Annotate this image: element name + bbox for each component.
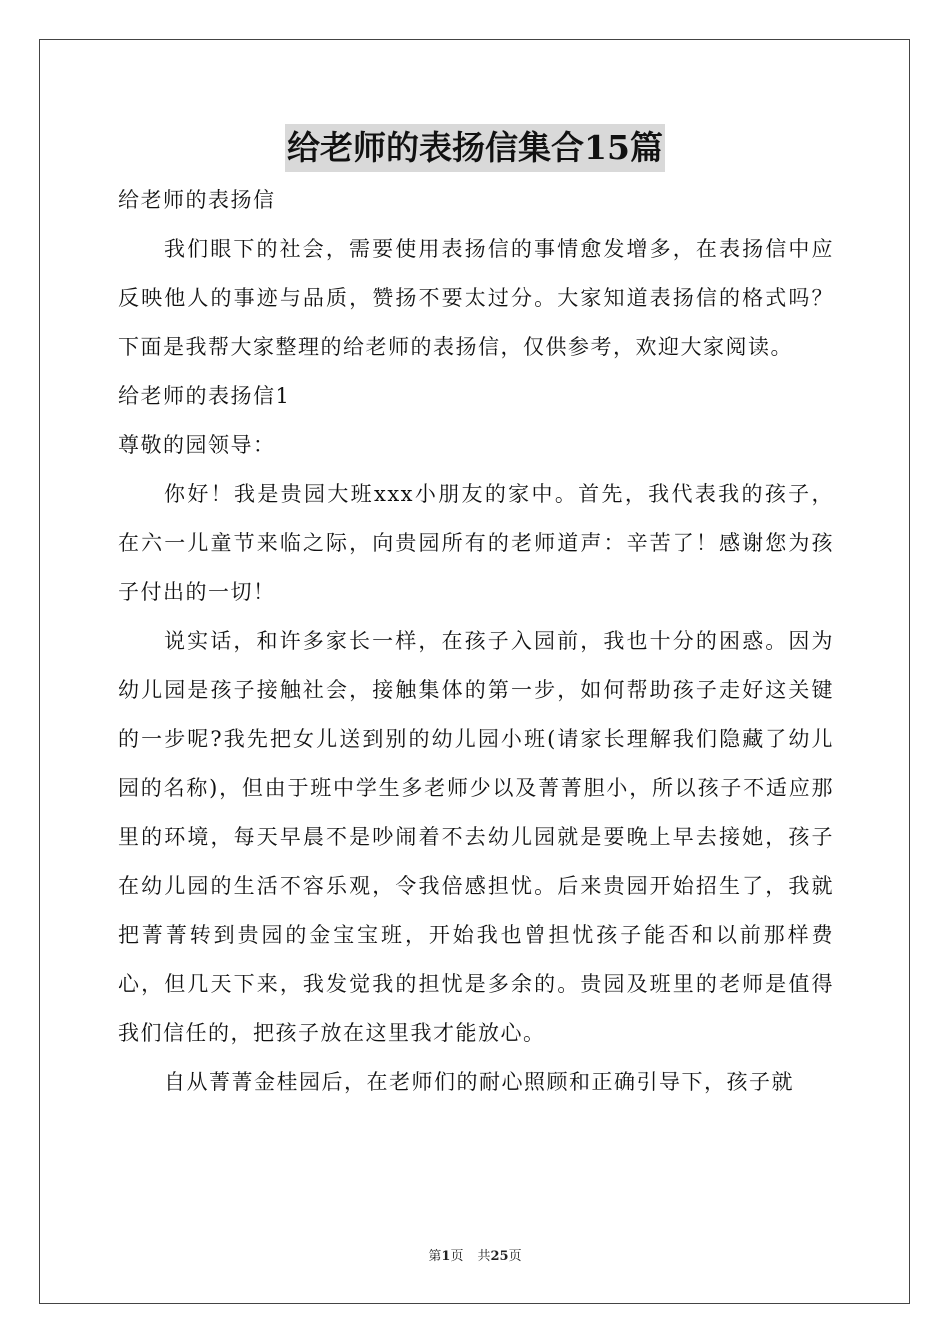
document-body (118, 176, 834, 1107)
letter-heading: 给老师的表扬信1 (118, 384, 291, 408)
page-prefix: 第 (428, 1249, 442, 1264)
title-container (0, 124, 950, 172)
current-page-number: 1 (441, 1249, 451, 1264)
page-footer (0, 1248, 950, 1266)
page-suffix: 页 (450, 1249, 464, 1264)
total-prefix: 共 (477, 1249, 491, 1264)
body-paragraph: 自从菁菁金桂园后，在老师们的耐心照顾和正确引导下，孩子就 (164, 1070, 794, 1094)
total-page-count: 25 (490, 1249, 509, 1264)
body-paragraph: 你好！我是贵园大班xxx小朋友的家中。首先，我代表我的孩子，在六一儿童节来临之际，向贵园所有的老师道声：辛苦了！感谢您为孩子付出的一切！ (118, 482, 834, 604)
total-suffix: 页 (508, 1249, 522, 1264)
salutation: 尊敬的园领导： (118, 433, 276, 457)
intro-paragraph: 我们眼下的社会，需要使用表扬信的事情愈发增多，在表扬信中应反映他人的事迹与品质，赞扬不要太过分。大家知道表扬信的格式吗？下面是我帮大家整理的给老师的表扬信，仅供参考，欢迎大家阅读。 (118, 237, 834, 359)
document-title: 给老师的表扬信集合15篇 (285, 124, 665, 172)
section-heading: 给老师的表扬信 (118, 188, 276, 212)
body-paragraph: 说实话，和许多家长一样，在孩子入园前，我也十分的困惑。因为幼儿园是孩子接触社会，接触集体的第一步，如何帮助孩子走好这关键的一步呢?我先把女儿送到别的幼儿园小班(请家长理解我们隐藏了幼儿园的名称)，但由于班中学生多老师少以及菁菁胆小，所以孩子不适应那里的环境，每天早晨不是吵闹着不去幼儿园就是要晚上早去接她，孩子在幼儿园的生活不容乐观，令我倍感担忧。后来贵园开始招生了，我就把菁菁转到贵园的金宝宝班，开始我也曾担忧孩子能否和以前那样费心，但几天下来，我发觉我的担忧是多余的。贵园及班里的老师是值得我们信任的，把孩子放在这里我才能放心。 (118, 629, 834, 1045)
